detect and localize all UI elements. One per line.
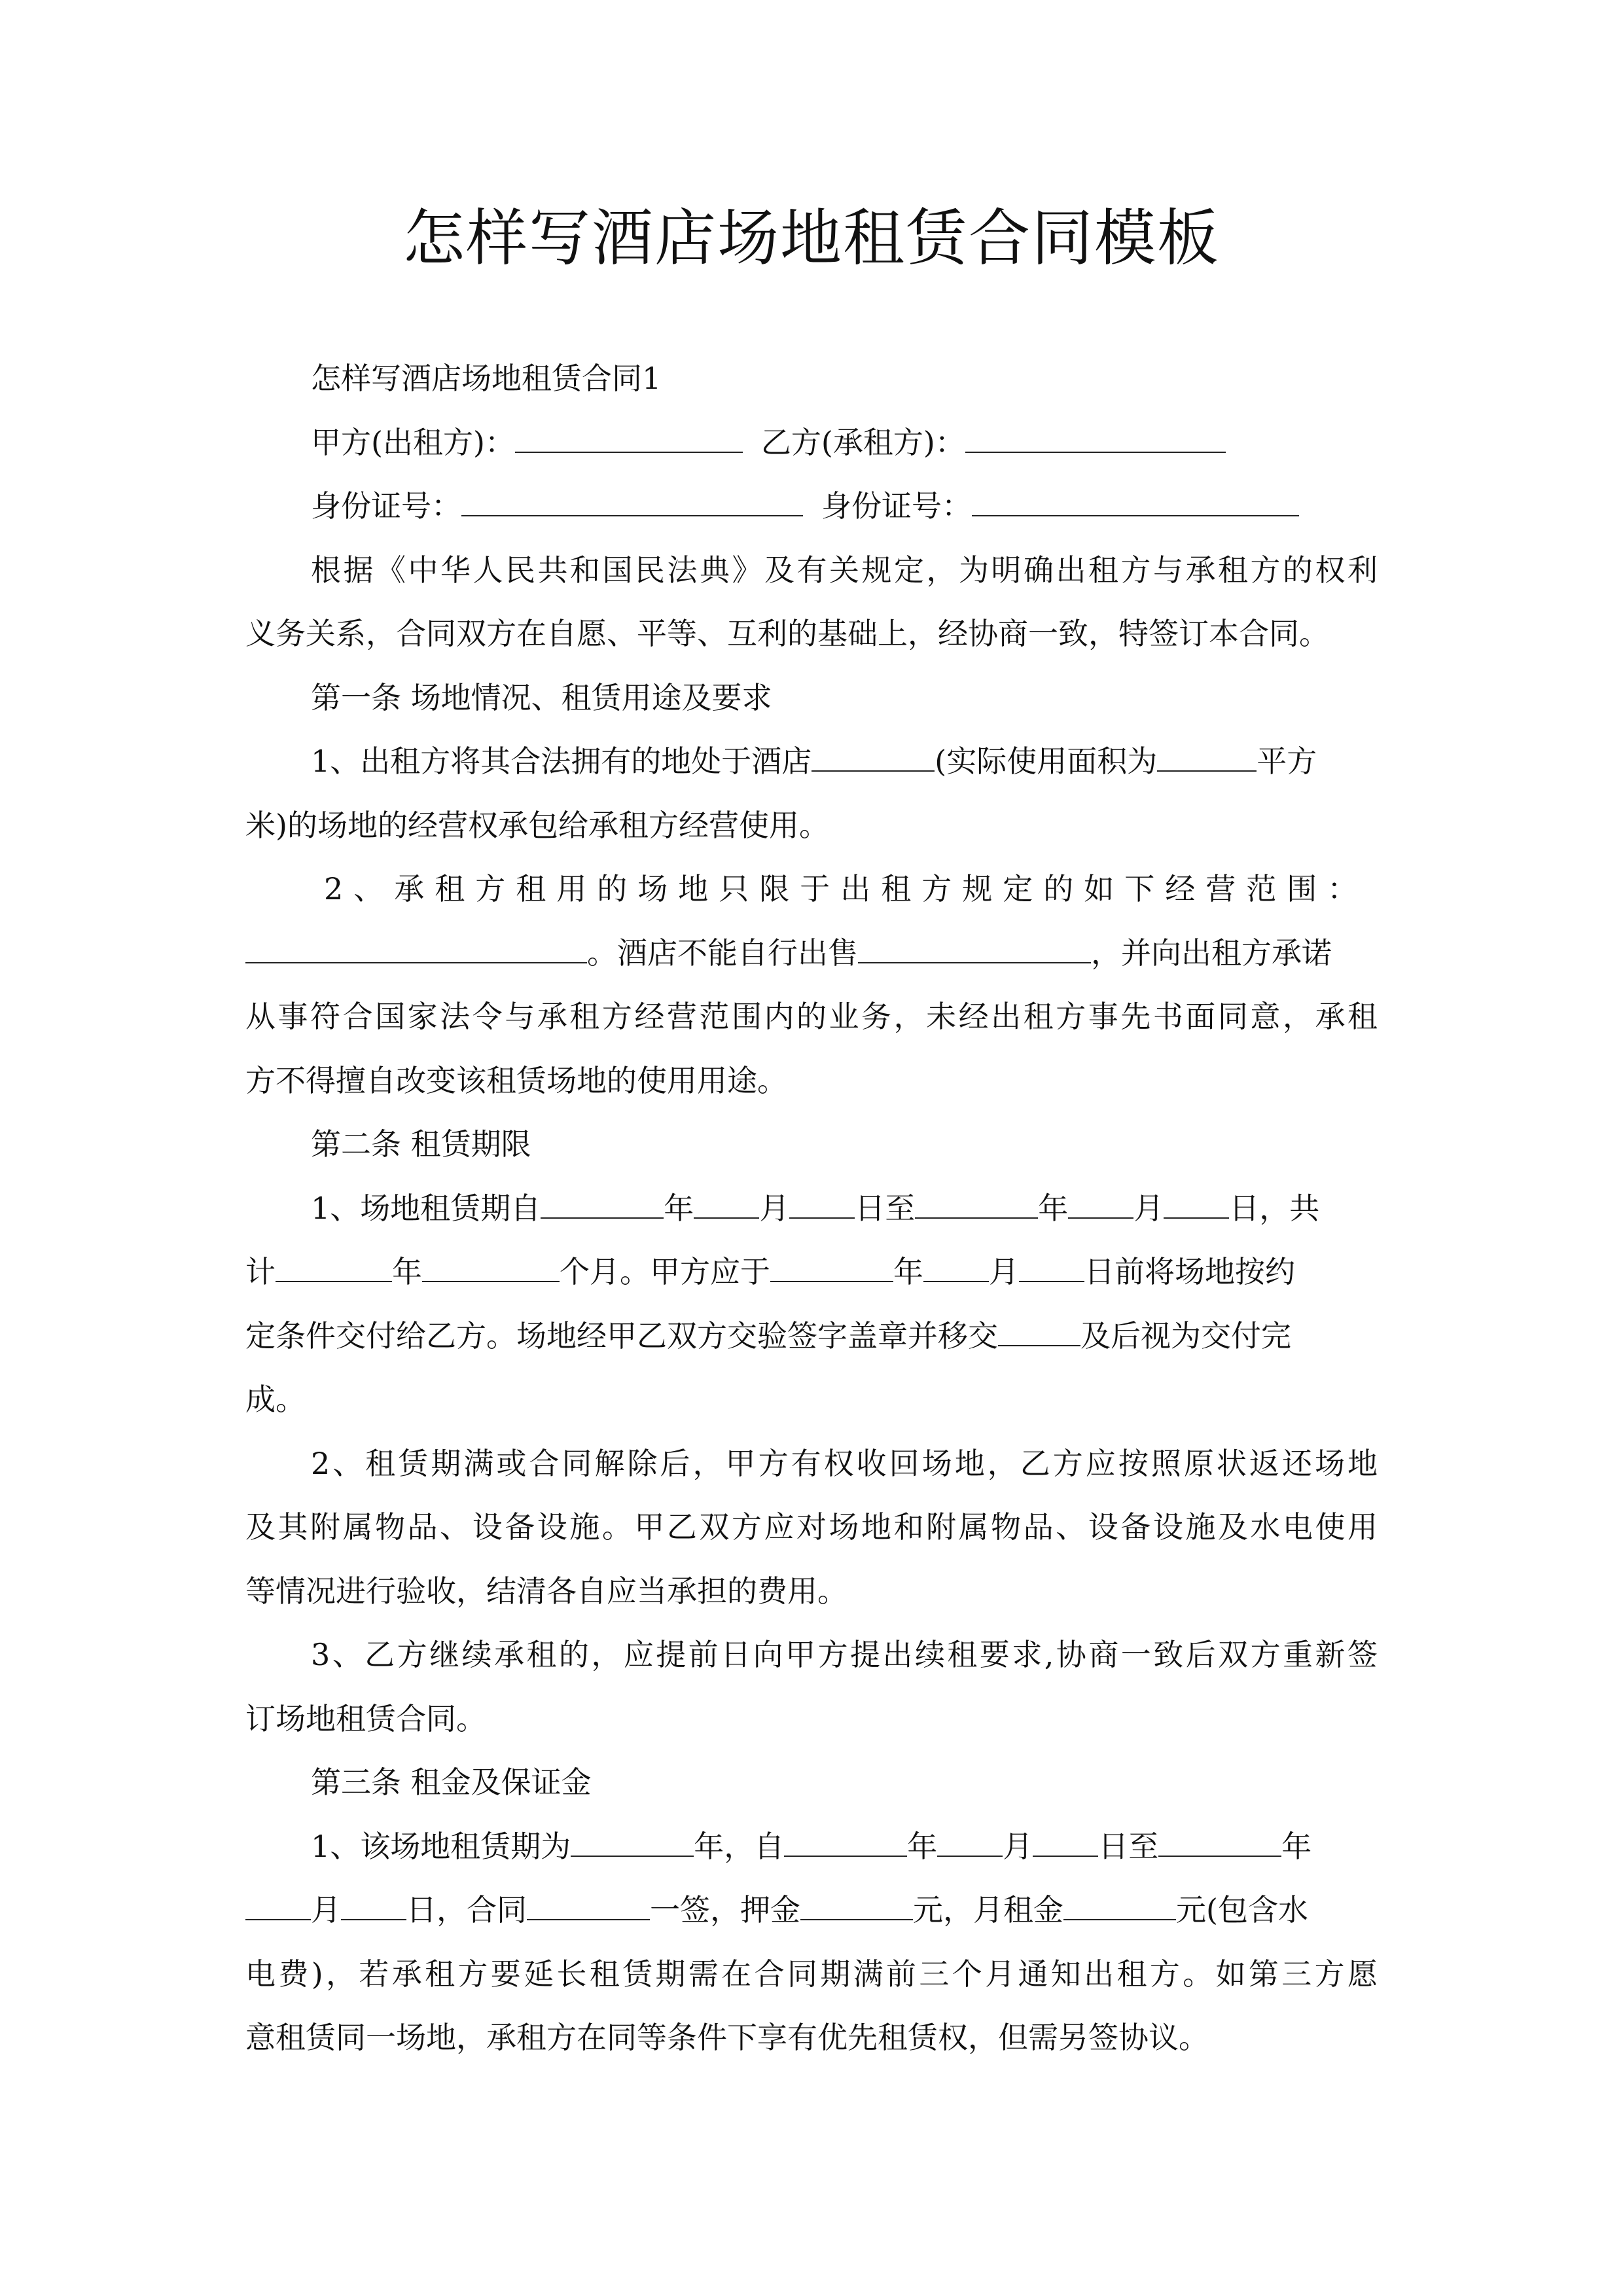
to-month-blank <box>245 1890 311 1920</box>
text-fragment: 1、该场地租赁期为 <box>311 1828 571 1864</box>
text-fragment: 月 <box>311 1892 341 1928</box>
end-day-blank <box>1164 1189 1229 1219</box>
text-fragment: 日前将场地按约 <box>1084 1254 1295 1289</box>
party-b-blank <box>965 423 1226 453</box>
delivery-year-blank <box>770 1252 893 1282</box>
a2-clause2-line2: 及其附属物品、设备设施。甲乙双方应对场地和附属物品、设备设施及水电使用 <box>245 1509 1378 1545</box>
text-fragment: 日至 <box>855 1190 916 1226</box>
a2-clause3-line2: 订场地租赁合同。 <box>245 1700 486 1736</box>
a1-clause2-line3: 从事符合国家法令与承租方经营范围内的业务，未经出租方事先书面同意，承租 <box>245 999 1378 1034</box>
text-fragment: 年 <box>664 1190 694 1226</box>
a2-clause2-line3: 等情况进行验收，结清各自应当承担的费用。 <box>245 1573 847 1609</box>
start-day-blank <box>789 1189 855 1219</box>
a2-clause3-line1: 3、乙方继续承租的，应提前日向甲方提出续租要求,协商一致后双方重新签 <box>311 1637 1378 1672</box>
text-fragment: 平方 <box>1257 744 1317 779</box>
text-fragment: 一签，押金 <box>650 1892 800 1928</box>
a2-clause2-line1: 2、租赁期满或合同解除后，甲方有权收回场地，乙方应按照原状返还场地 <box>311 1445 1378 1481</box>
a3-clause1-line4: 意租赁同一场地，承租方在同等条件下享有优先租赁权，但需另签协议。 <box>245 2020 1209 2055</box>
hotel-location-blank <box>812 742 935 772</box>
text-fragment: 年 <box>392 1254 422 1289</box>
from-year-blank <box>784 1827 907 1857</box>
id-label-a: 身份证号： <box>311 488 461 524</box>
text-fragment: 。酒店不能自行出售 <box>587 935 858 971</box>
text-fragment: 计 <box>245 1254 276 1289</box>
total-years-blank <box>276 1252 392 1282</box>
a2-clause1-line2 <box>245 1240 1378 1304</box>
text-fragment: (实际使用面积为 <box>935 744 1158 779</box>
a3-clause1-line2 <box>245 1878 1378 1943</box>
text-fragment: 元(包含水 <box>1176 1892 1308 1928</box>
id-label-b: 身份证号： <box>821 488 972 524</box>
article-1-heading: 第一条 场地情况、租赁用途及要求 <box>311 679 772 715</box>
end-year-blank <box>915 1189 1038 1219</box>
intro-line-1: 根据《中华人民共和国民法典》及有关规定，为明确出租方与承租方的权利 <box>311 552 1378 588</box>
text-fragment: 年 <box>1038 1190 1069 1226</box>
party-line <box>245 411 1378 475</box>
to-day-blank <box>341 1890 406 1920</box>
a2-clause1-line1 <box>245 1177 1378 1241</box>
text-fragment: 月 <box>759 1190 790 1226</box>
business-scope-blank <box>245 933 587 963</box>
start-month-blank <box>694 1189 759 1219</box>
a3-clause1-line3: 电费)，若承租方要延长租赁期需在合同期满前三个月通知出租方。如第三方愿 <box>245 1956 1378 1992</box>
text-fragment: 及后视为交付完 <box>1080 1318 1291 1354</box>
document-body <box>245 347 1378 2070</box>
id-a-blank <box>461 486 803 516</box>
id-line <box>245 475 1378 539</box>
intro-line-2: 义务关系，合同双方在自愿、平等、互利的基础上，经协商一致，特签订本合同。 <box>245 616 1329 651</box>
a3-clause1-line1 <box>245 1815 1378 1879</box>
party-a-blank <box>515 423 743 453</box>
lease-years-blank <box>571 1827 694 1857</box>
party-b-label: 乙方(承租方)： <box>760 424 965 460</box>
a1-clause1-line2: 米)的场地的经营权承包给承租方经营使用。 <box>245 807 829 843</box>
end-month-blank <box>1068 1189 1133 1219</box>
contract-period-blank <box>527 1890 650 1920</box>
deposit-blank <box>800 1890 913 1920</box>
a2-clause1-line3 <box>245 1304 1378 1369</box>
delivery-day-blank <box>1019 1252 1084 1282</box>
not-for-sale-blank <box>858 933 1091 963</box>
id-b-blank <box>972 486 1299 516</box>
text-fragment: 1、出租方将其合法拥有的地处于酒店 <box>311 744 812 779</box>
text-fragment: 个月。甲方应于 <box>560 1254 770 1289</box>
text-fragment: 日，共 <box>1229 1190 1320 1226</box>
text-fragment: 日，合同 <box>406 1892 527 1928</box>
document-title: 怎样写酒店场地租赁合同模板 <box>402 203 1220 274</box>
text-fragment: 定条件交付给乙方。场地经甲乙双方交验签字盖章并移交 <box>245 1318 998 1354</box>
text-fragment: 年 <box>893 1254 923 1289</box>
area-blank <box>1157 742 1257 772</box>
monthly-rent-blank <box>1063 1890 1176 1920</box>
article-3-heading: 第三条 租金及保证金 <box>311 1765 592 1800</box>
party-a-label: 甲方(出租方)： <box>311 424 515 460</box>
text-fragment: ，并向出租方承诺 <box>1091 935 1332 971</box>
text-fragment: 月 <box>989 1254 1019 1289</box>
delivery-month-blank <box>923 1252 989 1282</box>
total-months-blank <box>422 1252 560 1282</box>
text-fragment: 年 <box>1281 1828 1312 1864</box>
text-fragment: 年，自 <box>694 1828 785 1864</box>
a1-clause2-line4: 方不得擅自改变该租赁场地的使用用途。 <box>245 1062 787 1098</box>
from-day-blank <box>1033 1827 1098 1857</box>
text-fragment: 月 <box>1133 1190 1164 1226</box>
from-month-blank <box>937 1827 1003 1857</box>
article-2-heading: 第二条 租赁期限 <box>311 1126 531 1162</box>
contract-subtitle: 怎样写酒店场地租赁合同1 <box>311 361 662 396</box>
a1-clause1-line1 <box>245 730 1378 794</box>
text-fragment: 日至 <box>1098 1828 1159 1864</box>
text-fragment: 年 <box>907 1828 938 1864</box>
a1-clause2-line1: 2、承租方租用的场地只限于出租方规定的如下经营范围： <box>324 871 1368 906</box>
a2-clause1-line4: 成。 <box>245 1382 306 1417</box>
handover-blank <box>998 1316 1080 1346</box>
start-year-blank <box>541 1189 664 1219</box>
text-fragment: 1、场地租赁期自 <box>311 1190 541 1226</box>
text-fragment: 元，月租金 <box>913 1892 1063 1928</box>
text-fragment: 月 <box>1003 1828 1033 1864</box>
a1-clause2-line2 <box>245 922 1378 986</box>
to-year-blank <box>1158 1827 1281 1857</box>
